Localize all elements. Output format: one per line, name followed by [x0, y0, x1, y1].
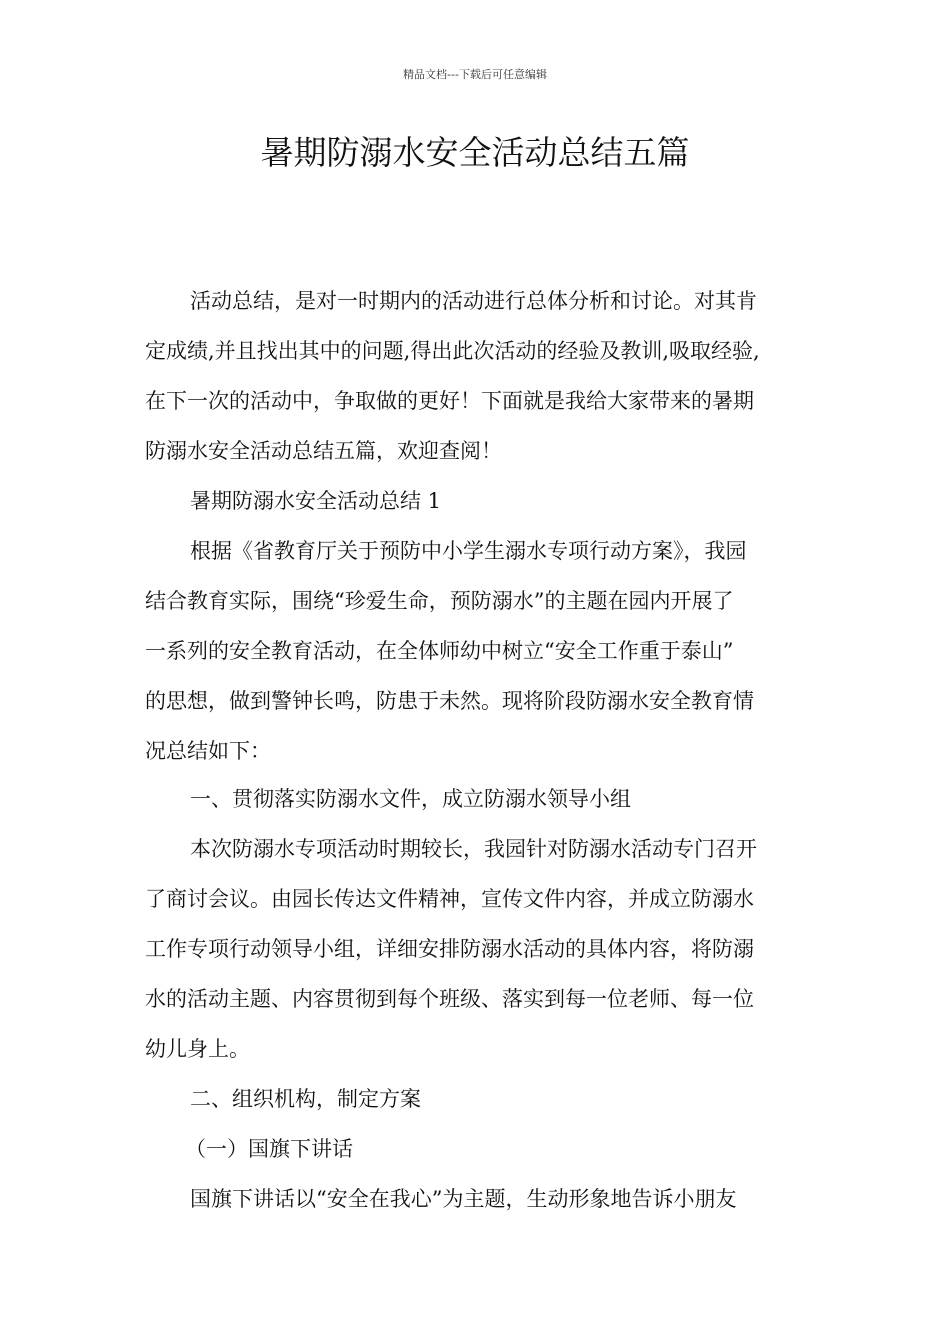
- paragraph-line: 活动总结，是对一时期内的活动进行总体分析和讨论。对其肯: [190, 289, 757, 313]
- section-heading: 二、组织机构，制定方案: [190, 1087, 421, 1111]
- paragraph-line: 根据《省教育厅关于预防中小学生溺水专项行动方案》，我园: [190, 539, 747, 563]
- paragraph-line: 在下一次的活动中，争取做的更好！下面就是我给大家带来的暑期: [145, 389, 754, 413]
- document-title: 暑期防溺水安全活动总结五篇: [260, 133, 690, 172]
- paragraph-line: 的思想，做到警钟长鸣，防患于未然。现将阶段防溺水安全教育情: [145, 689, 754, 713]
- paragraph-line: 本次防溺水专项活动时期较长，我园针对防溺水活动专门召开: [190, 837, 757, 861]
- paragraph-line: 定成绩,并且找出其中的问题,得出此次活动的经验及教训,吸取经验,: [145, 339, 760, 363]
- section-heading: 暑期防溺水安全活动总结 1: [190, 489, 442, 513]
- paragraph-line: 了商讨会议。由园长传达文件精神，宣传文件内容，并成立防溺水: [145, 887, 754, 911]
- paragraph-line: 幼儿身上。: [145, 1037, 250, 1061]
- subsection-heading: （一）国旗下讲话: [185, 1137, 353, 1161]
- paragraph-line: 防溺水安全活动总结五篇，欢迎查阅！: [145, 439, 502, 463]
- paragraph-line: 国旗下讲话以“安全在我心”为主题，生动形象地告诉小朋友: [190, 1187, 737, 1211]
- paragraph-line: 一系列的安全教育活动，在全体师幼中树立“安全工作重于泰山”: [145, 639, 734, 663]
- section-heading: 一、贯彻落实防溺水文件，成立防溺水领导小组: [190, 787, 631, 811]
- header-note: 精品文档---下载后可任意编辑: [403, 68, 547, 81]
- paragraph-line: 水的活动主题、内容贯彻到每个班级、落实到每一位老师、每一位: [145, 987, 754, 1011]
- paragraph-line: 工作专项行动领导小组，详细安排防溺水活动的具体内容，将防溺: [145, 937, 754, 961]
- paragraph-line: 况总结如下：: [145, 739, 271, 763]
- paragraph-line: 结合教育实际，围绕“珍爱生命，预防溺水”的主题在园内开展了: [145, 589, 734, 613]
